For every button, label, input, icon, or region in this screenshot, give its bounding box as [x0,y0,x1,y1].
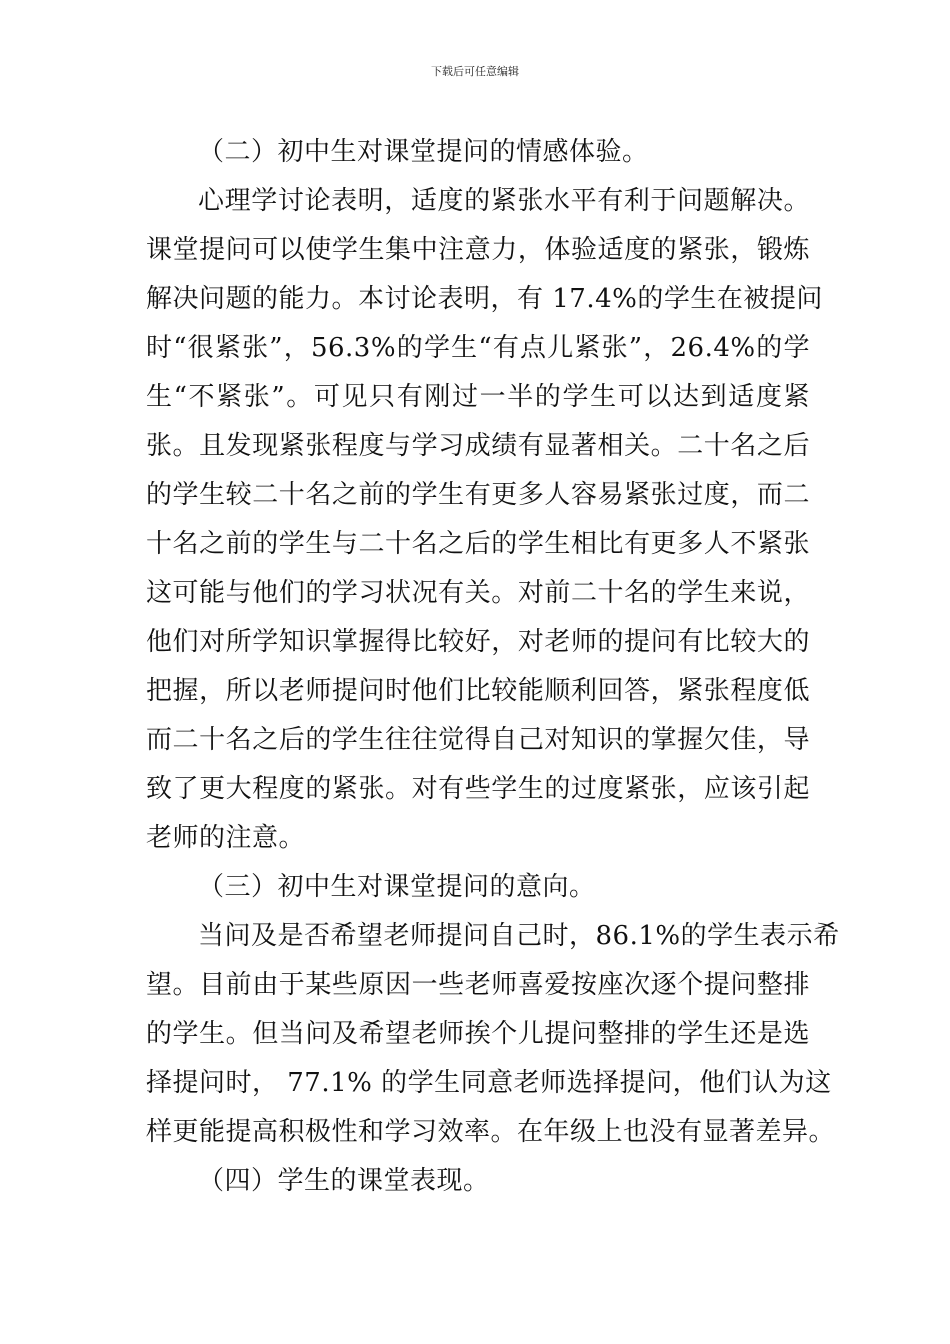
paragraph-line: 把握，所以老师提问时他们比较能顺利回答，紧张程度低 [146,676,810,706]
paragraph-line: 当问及是否希望老师提问自己时，86.1%的学生表示希 [198,921,840,951]
paragraph-line: 这可能与他们的学习状况有关。对前二十名的学生来说， [146,578,810,608]
section-heading-4: （四）学生的课堂表现。 [198,1166,490,1196]
page-header: 下载后可任意编辑 [431,65,519,78]
paragraph-line: 致了更大程度的紧张。对有些学生的过度紧张，应该引起 [146,774,810,804]
paragraph-line: 望。目前由于某些原因一些老师喜爱按座次逐个提问整排 [146,970,810,1000]
paragraph-line: 老师的注意。 [146,823,306,853]
paragraph-line: 的学生。但当问及希望老师挨个儿提问整排的学生还是选 [146,1019,810,1049]
paragraph-line: 解决问题的能力。本讨论表明，有 17.4%的学生在被提问 [146,284,823,314]
paragraph-line: 张。且发现紧张程度与学习成绩有显著相关。二十名之后 [146,431,810,461]
paragraph-line: 择提问时， 77.1% 的学生同意老师选择提问，他们认为这 [146,1068,832,1098]
paragraph-line: 他们对所学知识掌握得比较好，对老师的提问有比较大的 [146,627,810,657]
section-heading-2: （二）初中生对课堂提问的情感体验。 [198,137,649,167]
paragraph-line: 时“很紧张”，56.3%的学生“有点儿紧张”，26.4%的学 [146,333,810,363]
paragraph-line: 十名之前的学生与二十名之后的学生相比有更多人不紧张 [146,529,810,559]
paragraph-line: 样更能提高积极性和学习效率。在年级上也没有显著差异。 [146,1117,836,1147]
paragraph-line: 心理学讨论表明，适度的紧张水平有利于问题解决。 [198,186,810,216]
paragraph-line: 的学生较二十名之前的学生有更多人容易紧张过度，而二 [146,480,810,510]
paragraph-line: 生“不紧张”。可见只有刚过一半的学生可以达到适度紧 [146,382,810,412]
paragraph-line: 而二十名之后的学生往往觉得自己对知识的掌握欠佳，导 [146,725,810,755]
paragraph-line: 课堂提问可以使学生集中注意力，体验适度的紧张，锻炼 [146,235,810,265]
section-heading-3: （三）初中生对课堂提问的意向。 [198,872,596,902]
